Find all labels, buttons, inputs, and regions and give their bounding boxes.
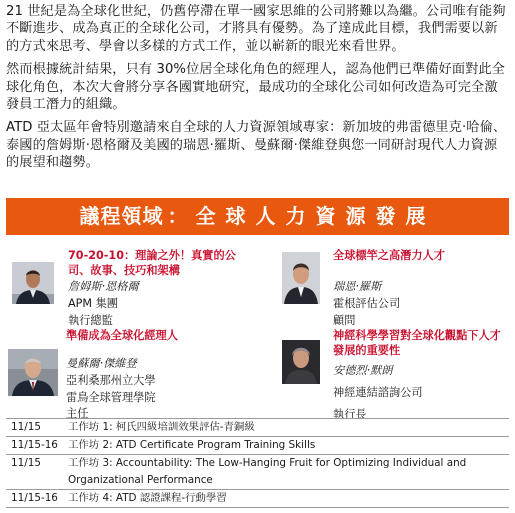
schedule-date: 11/15-16: [11, 439, 58, 451]
schedule-row: [6, 418, 509, 436]
speaker-role-3: 主任: [66, 407, 89, 421]
speaker-org-1: APM 集團: [68, 296, 118, 310]
speaker-photo-3: [8, 349, 58, 396]
speaker-photo-4: [282, 340, 320, 384]
schedule-title: 工作坊 2: ATD Certificate Program Training Skills: [68, 439, 316, 451]
schedule-date: 11/15: [11, 421, 41, 433]
speaker-topic-2: 全球標竿之高潛力人才: [333, 249, 445, 262]
speaker-role-4: 執行長: [333, 407, 367, 421]
speaker-name-3: 曼蘇爾·傑維登: [66, 357, 137, 370]
speaker-org-3: 亞利桑那州立大學: [66, 373, 156, 387]
intro-paragraph-3: ATD 亞太區年會特別邀請來自全球的人力資源領域專家：新加坡的弗雷德里克·哈倫、泰國的詹姆斯·恩格爾及美國的瑞恩·羅斯、曼蘇爾·傑維登與您一同研討現代人力資源的展望和趨勢。: [6, 120, 507, 171]
speaker-info-3: [66, 356, 156, 423]
schedule-row: [6, 436, 509, 454]
speaker-topic-3: 準備成為全球化經理人: [66, 329, 178, 342]
speaker-org2-3: 雷鳥全球管理學院: [66, 390, 156, 404]
banner-label: 議程領域: [79, 204, 164, 228]
schedule-title: 工作坊 4: ATD 認證課程-行動學習: [68, 492, 227, 504]
speaker-org-4: 神經連結諮詢公司: [333, 385, 423, 399]
speaker-role-1: 執行總監: [68, 313, 113, 327]
schedule-date: 11/15-16: [11, 492, 58, 504]
track-banner: [6, 198, 509, 235]
speaker-info-4: [333, 363, 423, 423]
speaker-topic-1: 70-20-10：理論之外！真實的公司、故事、技巧和架構: [68, 249, 236, 277]
workshop-schedule: [6, 418, 509, 508]
speaker-name-1: 詹姆斯·恩格爾: [68, 280, 139, 293]
speaker-topic-4: 神經科學學習對全球化觀點下人才發展的重要性: [333, 329, 501, 357]
speaker-info-1: [68, 279, 139, 329]
schedule-row: [6, 454, 509, 489]
banner-focus: 全球人力資源發展: [195, 204, 436, 228]
speaker-info-2: [333, 279, 400, 329]
speaker-name-2: 瑞恩·羅斯: [333, 280, 382, 293]
schedule-date: 11/15: [11, 457, 41, 469]
schedule-row: [6, 489, 509, 508]
speaker-photo-2: [282, 252, 320, 304]
banner-title: [6, 198, 509, 235]
schedule-title: 工作坊 3: Accountability: The Low-Hanging Fruit for Optimizing Individual and Organizational Performance: [68, 457, 467, 486]
speaker-photo-1: [12, 262, 54, 304]
intro-section: [6, 3, 509, 178]
schedule-title: 工作坊 1: 柯氏四級培訓效果評估-青銅級: [68, 421, 255, 433]
speaker-role-2: 顧問: [333, 313, 356, 327]
intro-paragraph-1: 21 世紀是為全球化世紀，仍舊停滯在單一國家思維的公司將難以為繼。公司唯有能夠不斷進步、成為真正的全球化公司，才將具有優勢。為了達成此目標，我們需要以新的方式來思考、學會以多樣的方式工作，並以嶄新的眼光來看世界。: [6, 4, 506, 54]
banner-separator: ：: [167, 204, 188, 228]
intro-paragraph-2: 然而根據統計結果，只有 30%位居全球化角色的經理人，認為他們已準備好面對此全球化角色，本次大會將分享各國實地研究，最成功的全球化公司如何改造為可完全激發員工潛力的組織。: [6, 62, 505, 113]
speaker-name-4: 安德烈·默朗: [333, 364, 393, 377]
speaker-org-2: 霍根評估公司: [333, 296, 401, 310]
